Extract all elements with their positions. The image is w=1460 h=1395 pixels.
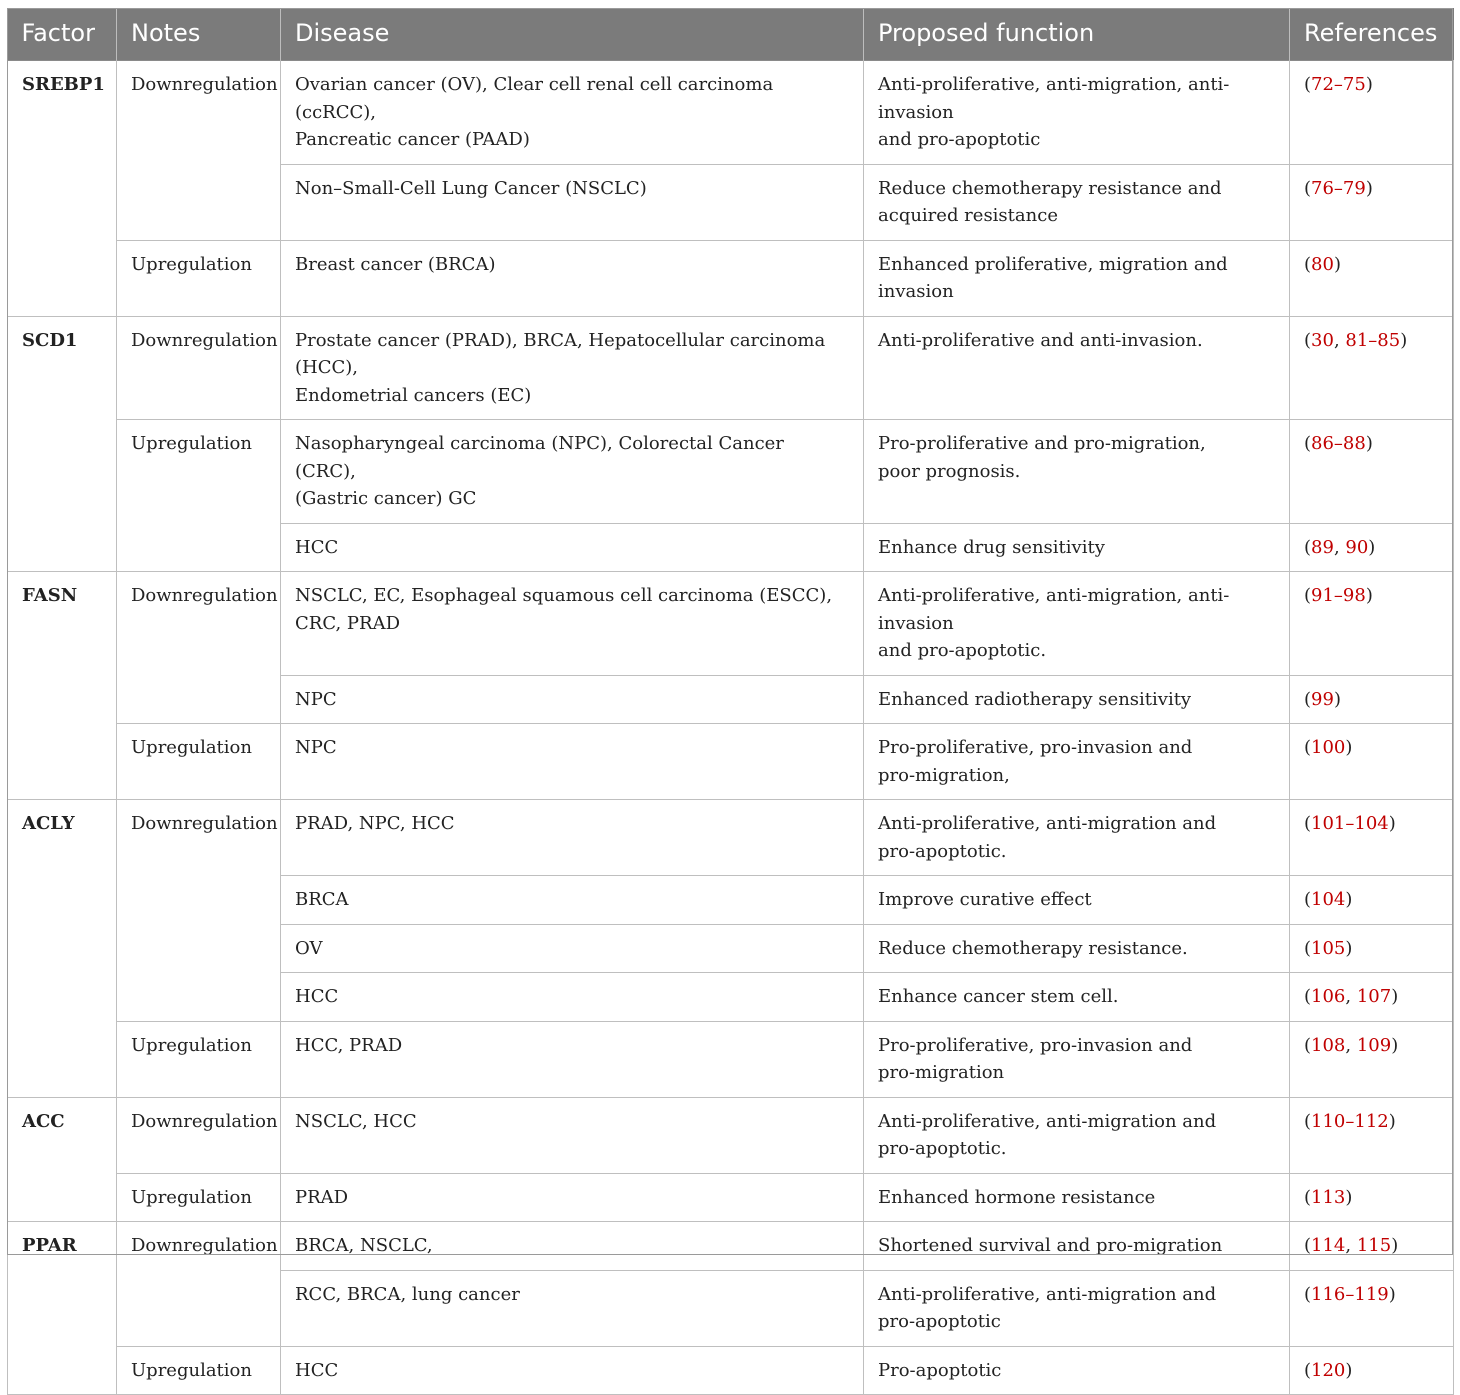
table-row — [8, 1346, 1454, 1395]
disease-text: HCC — [295, 986, 339, 1007]
notes-cell: Upregulation — [117, 420, 281, 572]
function-cell — [864, 973, 1290, 1022]
function-cell — [864, 724, 1290, 800]
function-cell — [864, 876, 1290, 925]
reference-link[interactable]: 110–112 — [1311, 1110, 1389, 1132]
notes-cell: Upregulation — [117, 1346, 281, 1395]
function-text: Anti-proliferative, anti-migration and pro-apoptotic — [878, 1283, 1217, 1332]
disease-cell — [281, 1270, 864, 1346]
function-text: Pro-proliferative, pro-invasion and pro-migration — [878, 1034, 1193, 1083]
table-row — [8, 316, 1454, 420]
reference-link[interactable]: 91–98 — [1311, 585, 1366, 606]
disease-cell — [281, 724, 864, 800]
function-text: Anti-proliferative and anti-invasion. — [878, 329, 1203, 351]
references-cell: (76–79) — [1290, 164, 1454, 240]
table-body — [8, 61, 1454, 1395]
factor-cell: SCD1 — [8, 316, 117, 572]
function-text: Pro-proliferative and pro-migration, poor prognosis. — [878, 433, 1206, 482]
function-text: Enhanced hormone resistance — [878, 1186, 1156, 1208]
function-cell — [864, 572, 1290, 676]
disease-text: Prostate cancer (PRAD), BRCA, Hepatocellular carcinoma (HCC), Endometrial cancers (EC) — [295, 329, 826, 406]
factors-table — [7, 8, 1454, 1395]
disease-cell — [281, 1222, 864, 1271]
header-proposed-function: Proposed function — [864, 8, 1290, 61]
reference-link[interactable]: 86–88 — [1311, 433, 1366, 454]
reference-link[interactable]: 30 — [1311, 329, 1334, 351]
disease-text: OV — [295, 937, 323, 959]
reference-link[interactable]: 89 — [1311, 536, 1334, 558]
disease-text: Nasopharyngeal carcinoma (NPC), Colorectal Cancer (CRC), (Gastric cancer) GC — [295, 433, 784, 509]
table-row — [8, 1097, 1454, 1173]
notes-cell: Upregulation — [117, 240, 281, 316]
notes-cell: Downregulation — [117, 1097, 281, 1173]
table-row — [8, 724, 1454, 800]
function-text: Enhance cancer stem cell. — [878, 986, 1119, 1007]
disease-cell — [281, 240, 864, 316]
table-row — [8, 1222, 1454, 1271]
function-text: Anti-proliferative, anti-migration, anti-invasion and pro-apoptotic. — [878, 585, 1230, 661]
function-cell — [864, 1270, 1290, 1346]
notes-cell: Downregulation — [117, 1222, 281, 1347]
reference-link[interactable]: 99 — [1311, 688, 1334, 710]
disease-cell — [281, 572, 864, 676]
disease-text: HCC — [295, 1359, 339, 1381]
references-cell: (86–88) — [1290, 420, 1454, 524]
function-text: Reduce chemotherapy resistance and acquired resistance — [878, 177, 1222, 226]
reference-link[interactable]: 100 — [1311, 737, 1346, 758]
disease-cell — [281, 164, 864, 240]
function-cell — [864, 1222, 1290, 1271]
notes-cell: Upregulation — [117, 1173, 281, 1222]
function-cell — [864, 1173, 1290, 1222]
reference-link[interactable]: 90 — [1345, 536, 1369, 558]
references-cell: (105) — [1290, 924, 1454, 973]
function-cell — [864, 675, 1290, 724]
reference-link[interactable]: 113 — [1311, 1186, 1346, 1208]
function-cell — [864, 240, 1290, 316]
disease-cell — [281, 420, 864, 524]
function-text: Pro-apoptotic — [878, 1359, 1002, 1381]
reference-link[interactable]: 114 — [1311, 1235, 1346, 1256]
references-cell: (30, 81–85) — [1290, 316, 1454, 420]
disease-text: Ovarian cancer (OV), Clear cell renal cell carcinoma (ccRCC), Pancreatic cancer (PAAD) — [295, 74, 774, 150]
disease-text: RCC, BRCA, lung cancer — [295, 1283, 520, 1305]
factor-cell: ACLY — [8, 800, 117, 1098]
disease-text: Breast cancer (BRCA) — [295, 253, 496, 275]
reference-link[interactable]: 72–75 — [1311, 74, 1366, 95]
disease-text: NPC — [295, 737, 337, 758]
references-cell: (104) — [1290, 876, 1454, 925]
function-cell — [864, 523, 1290, 572]
header-references: References — [1290, 8, 1454, 61]
disease-cell — [281, 675, 864, 724]
function-text: Anti-proliferative, anti-migration and pro-apoptotic. — [878, 813, 1217, 862]
disease-cell — [281, 61, 864, 165]
references-cell: (72–75) — [1290, 61, 1454, 165]
disease-text: Non–Small-Cell Lung Cancer (NSCLC) — [295, 177, 647, 199]
function-cell — [864, 1021, 1290, 1097]
disease-cell — [281, 1346, 864, 1395]
factor-cell: FASN — [8, 572, 117, 800]
table-row — [8, 1021, 1454, 1097]
reference-link[interactable]: 106 — [1311, 986, 1346, 1007]
references-cell: (100) — [1290, 724, 1454, 800]
references-cell: (101–104) — [1290, 800, 1454, 876]
factor-cell: ACC — [8, 1097, 117, 1222]
references-cell: (108, 109) — [1290, 1021, 1454, 1097]
function-text: Shortened survival and pro-migration — [878, 1235, 1223, 1256]
reference-link[interactable]: 109 — [1356, 1034, 1392, 1056]
disease-text: NPC — [295, 688, 337, 710]
header-disease: Disease — [281, 8, 864, 61]
factor-cell: PPAR — [8, 1222, 117, 1395]
table-row — [8, 61, 1454, 165]
reference-link[interactable]: 81–85 — [1345, 329, 1401, 351]
references-cell: (113) — [1290, 1173, 1454, 1222]
function-cell — [864, 61, 1290, 165]
table-row — [8, 800, 1454, 876]
function-cell — [864, 164, 1290, 240]
reference-link[interactable]: 80 — [1311, 253, 1334, 275]
function-text: Improve curative effect — [878, 889, 1092, 910]
function-cell — [864, 316, 1290, 420]
disease-text: PRAD, NPC, HCC — [295, 813, 455, 834]
function-text: Anti-proliferative, anti-migration and pro-apoptotic. — [878, 1110, 1217, 1159]
disease-cell — [281, 876, 864, 925]
disease-text: NSCLC, EC, Esophageal squamous cell carcinoma (ESCC), CRC, PRAD — [295, 585, 833, 634]
notes-cell: Upregulation — [117, 1021, 281, 1097]
references-cell: (80) — [1290, 240, 1454, 316]
notes-cell: Downregulation — [117, 61, 281, 241]
disease-cell — [281, 316, 864, 420]
disease-cell — [281, 1097, 864, 1173]
references-cell: (114, 115) — [1290, 1222, 1454, 1271]
disease-text: NSCLC, HCC — [295, 1110, 417, 1132]
table-row — [8, 1173, 1454, 1222]
references-cell: (120) — [1290, 1346, 1454, 1395]
header-row — [8, 8, 1454, 61]
function-cell — [864, 924, 1290, 973]
references-cell: (106, 107) — [1290, 973, 1454, 1022]
reference-link[interactable]: 116–119 — [1311, 1283, 1389, 1305]
disease-cell — [281, 924, 864, 973]
disease-text: HCC, PRAD — [295, 1034, 403, 1056]
reference-link[interactable]: 108 — [1311, 1034, 1346, 1056]
factor-cell: SREBP1 — [8, 61, 117, 317]
references-cell: (99) — [1290, 675, 1454, 724]
notes-cell: Upregulation — [117, 724, 281, 800]
table-row — [8, 572, 1454, 676]
function-text: Enhanced radiotherapy sensitivity — [878, 688, 1192, 710]
reference-link[interactable]: 104 — [1311, 889, 1346, 910]
reference-link[interactable]: 76–79 — [1311, 177, 1366, 199]
references-cell: (116–119) — [1290, 1270, 1454, 1346]
disease-text: BRCA, NSCLC, — [295, 1235, 433, 1256]
header-notes: Notes — [117, 8, 281, 61]
disease-cell — [281, 973, 864, 1022]
notes-cell: Downregulation — [117, 316, 281, 420]
function-text: Enhanced proliferative, migration and invasion — [878, 253, 1228, 302]
header-factor: Factor — [8, 8, 117, 61]
table-row — [8, 420, 1454, 524]
references-cell: (91–98) — [1290, 572, 1454, 676]
disease-cell — [281, 800, 864, 876]
function-text: Pro-proliferative, pro-invasion and pro-migration, — [878, 737, 1193, 786]
notes-cell: Downregulation — [117, 572, 281, 724]
references-cell: (110–112) — [1290, 1097, 1454, 1173]
function-cell — [864, 1346, 1290, 1395]
disease-text: PRAD — [295, 1186, 349, 1208]
disease-cell — [281, 1173, 864, 1222]
disease-cell — [281, 1021, 864, 1097]
notes-cell: Downregulation — [117, 800, 281, 1022]
function-cell — [864, 420, 1290, 524]
reference-link[interactable]: 105 — [1311, 937, 1346, 959]
function-text: Reduce chemotherapy resistance. — [878, 937, 1188, 959]
disease-cell — [281, 523, 864, 572]
disease-text: HCC — [295, 536, 339, 558]
reference-link[interactable]: 107 — [1356, 986, 1392, 1007]
reference-link[interactable]: 101–104 — [1311, 813, 1389, 834]
disease-text: BRCA — [295, 889, 349, 910]
function-cell — [864, 1097, 1290, 1173]
function-text: Enhance drug sensitivity — [878, 536, 1105, 558]
reference-link[interactable]: 120 — [1311, 1359, 1346, 1381]
function-cell — [864, 800, 1290, 876]
references-cell: (89, 90) — [1290, 523, 1454, 572]
reference-link[interactable]: 115 — [1356, 1235, 1392, 1256]
table-row — [8, 240, 1454, 316]
function-text: Anti-proliferative, anti-migration, anti-invasion and pro-apoptotic — [878, 74, 1230, 150]
